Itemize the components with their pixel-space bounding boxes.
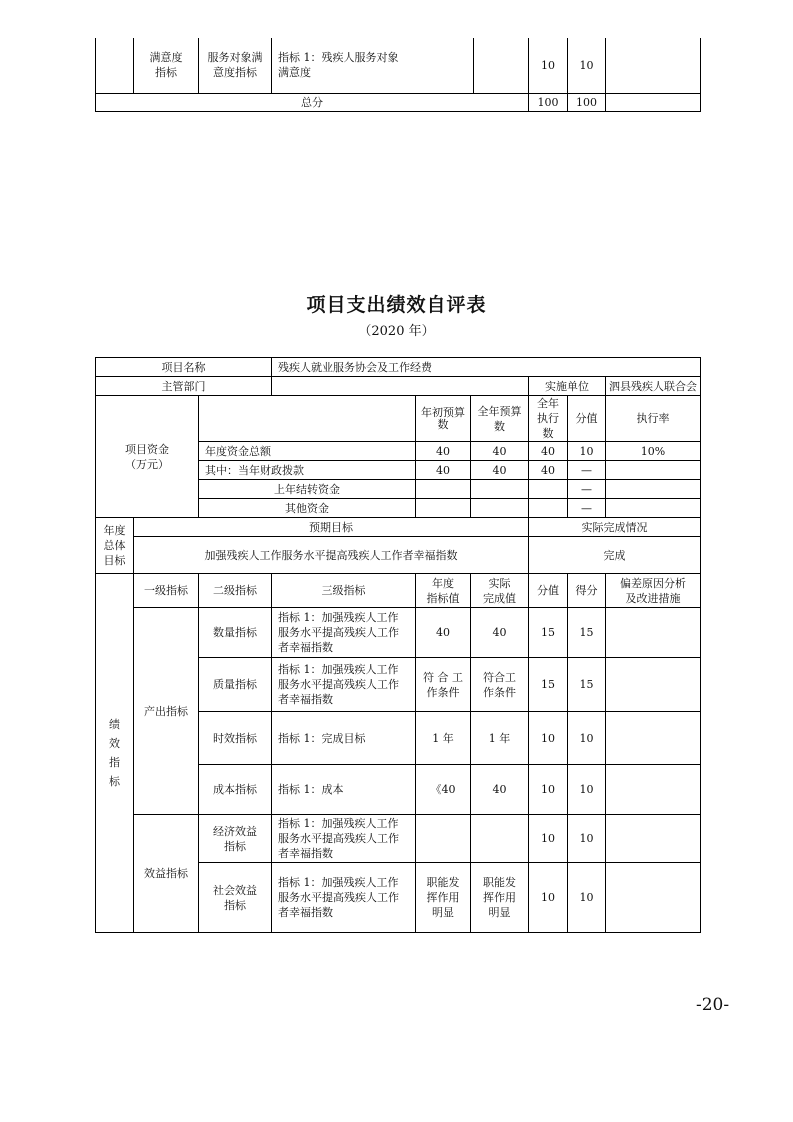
dept-label: 主管部门 [96,377,272,396]
score-value-cell: 15 [529,608,568,658]
goals-header-row [96,518,701,537]
funds-row-rate [606,499,701,518]
level2-cell: 经济效益 指标 [199,815,272,863]
funds-row-rate [606,461,701,480]
level3-cell: 指标 1：加强残疾人工作 服务水平提高残疾人工作 者幸福指数 [272,658,416,712]
level3-cell: 服务对象满 意度指标 [199,38,272,93]
funds-header-rate: 执行率 [606,396,701,442]
target-cell: 《40 [416,765,471,815]
funds-row-initial: 40 [416,442,471,461]
funds-row-executed [529,480,568,499]
project-name-row [96,358,701,377]
actual-cell: 1 年 [471,712,529,765]
note-cell [606,38,701,93]
level2-cell: 质量指标 [199,658,272,712]
funds-row-score-value: — [568,499,606,518]
header-score: 得分 [568,574,606,608]
score-value-cell: 10 [529,863,568,933]
score-cell: 10 [568,38,606,93]
self-evaluation-table [95,357,701,933]
project-name-value: 残疾人就业服务协会及工作经费 [272,358,701,377]
score-cell: 15 [568,608,606,658]
level2-cell: 成本指标 [199,765,272,815]
header-actual: 实际 完成值 [471,574,529,608]
funds-row-score-value: 10 [568,442,606,461]
target-cell [474,38,529,93]
score-cell: 10 [568,815,606,863]
indicator-cell: 指标 1：残疾人服务对象 满意度 [272,38,474,93]
total-label: 总分 [96,93,529,111]
header-score-value: 分值 [529,574,568,608]
funds-row-annual [471,499,529,518]
funds-header-row [96,396,701,442]
page-title: 项目支出绩效自评表 [306,294,487,316]
goals-content-row [96,537,701,574]
header-level2: 二级指标 [199,574,272,608]
target-cell [416,815,471,863]
funds-row-rate [606,480,701,499]
funds-header-blank [199,396,416,442]
total-score: 100 [568,93,606,111]
indicator-row [96,815,701,863]
note-cell [606,608,701,658]
output-indicator-label: 产出指标 [134,608,199,815]
total-note [606,93,701,111]
score-cell: 10 [568,863,606,933]
score-value-cell: 15 [529,658,568,712]
note-cell [606,658,701,712]
level1-cell [96,38,134,93]
score-value-cell: 10 [529,712,568,765]
expected-goal-label: 预期目标 [134,518,529,537]
level3-cell: 指标 1：成本 [272,765,416,815]
level3-cell: 指标 1：加强残疾人工作 服务水平提高残疾人工作 者幸福指数 [272,815,416,863]
funds-row-label: 上年结转资金 [199,480,416,499]
level2-cell: 满意度 指标 [134,38,199,93]
level3-cell: 指标 1：完成目标 [272,712,416,765]
indicator-row [96,608,701,658]
score-cell: 15 [568,658,606,712]
funds-header-executed: 全年执行数 [529,396,568,442]
funds-row-initial [416,480,471,499]
actual-cell: 职能发 挥作用 明显 [471,863,529,933]
previous-table-continuation [95,38,701,112]
funds-row-annual [471,480,529,499]
funds-row-label: 年度资金总额 [199,442,416,461]
actual-goal: 完成 [529,537,701,574]
dept-value [272,377,529,396]
header-target: 年度 指标值 [416,574,471,608]
actual-cell: 符合工 作条件 [471,658,529,712]
funds-row-label: 其中：当年财政拨款 [199,461,416,480]
target-cell: 1 年 [416,712,471,765]
header-level3: 三级指标 [272,574,416,608]
unit-value: 泗县残疾人联合会 [606,377,701,396]
note-cell [606,863,701,933]
indicators-header-row [96,574,701,608]
unit-label: 实施单位 [529,377,606,396]
score-value-cell: 10 [529,815,568,863]
funds-header-annual: 全年预算数 [471,396,529,442]
expected-goal: 加强残疾人工作服务水平提高残疾人工作者幸福指数 [134,537,529,574]
level2-cell: 时效指标 [199,712,272,765]
page-number: -20- [696,995,730,1015]
benefit-indicator-label: 效益指标 [134,815,199,933]
funds-header-initial: 年初预算 数 [416,396,471,442]
note-cell [606,765,701,815]
funds-row-initial [416,499,471,518]
project-name-label: 项目名称 [96,358,272,377]
funds-row-initial: 40 [416,461,471,480]
score-value-cell: 10 [529,38,568,93]
funds-row-rate: 10% [606,442,701,461]
actual-cell [471,815,529,863]
actual-goal-label: 实际完成情况 [529,518,701,537]
page-subtitle: （2020 年） [358,324,435,339]
target-cell: 符 合 工 作条件 [416,658,471,712]
target-cell: 40 [416,608,471,658]
header-level1: 一级指标 [134,574,199,608]
department-row [96,377,701,396]
target-cell: 职能发 挥作用 明显 [416,863,471,933]
funds-row-annual: 40 [471,442,529,461]
score-cell: 10 [568,765,606,815]
actual-cell: 40 [471,765,529,815]
total-row [96,93,701,111]
total-score-value: 100 [529,93,568,111]
funds-header-score-value: 分值 [568,396,606,442]
level3-cell: 指标 1：加强残疾人工作 服务水平提高残疾人工作 者幸福指数 [272,608,416,658]
note-cell [606,815,701,863]
funds-row-annual: 40 [471,461,529,480]
note-cell [606,712,701,765]
funds-row-label: 其他资金 [199,499,416,518]
funds-row-executed: 40 [529,442,568,461]
funds-row-score-value: — [568,461,606,480]
header-note: 偏差原因分析 及改进措施 [606,574,701,608]
score-cell: 10 [568,712,606,765]
performance-label: 绩 效 指 标 [96,574,134,933]
actual-cell: 40 [471,608,529,658]
level2-cell: 数量指标 [199,608,272,658]
goals-label: 年度 总体 目标 [96,518,134,574]
funds-row-executed: 40 [529,461,568,480]
level2-cell: 社会效益 指标 [199,863,272,933]
funds-label: 项目资金 （万元） [96,396,199,518]
funds-row-score-value: — [568,480,606,499]
score-value-cell: 10 [529,765,568,815]
satisfaction-row [96,38,701,93]
funds-row-executed [529,499,568,518]
level3-cell: 指标 1：加强残疾人工作 服务水平提高残疾人工作 者幸福指数 [272,863,416,933]
